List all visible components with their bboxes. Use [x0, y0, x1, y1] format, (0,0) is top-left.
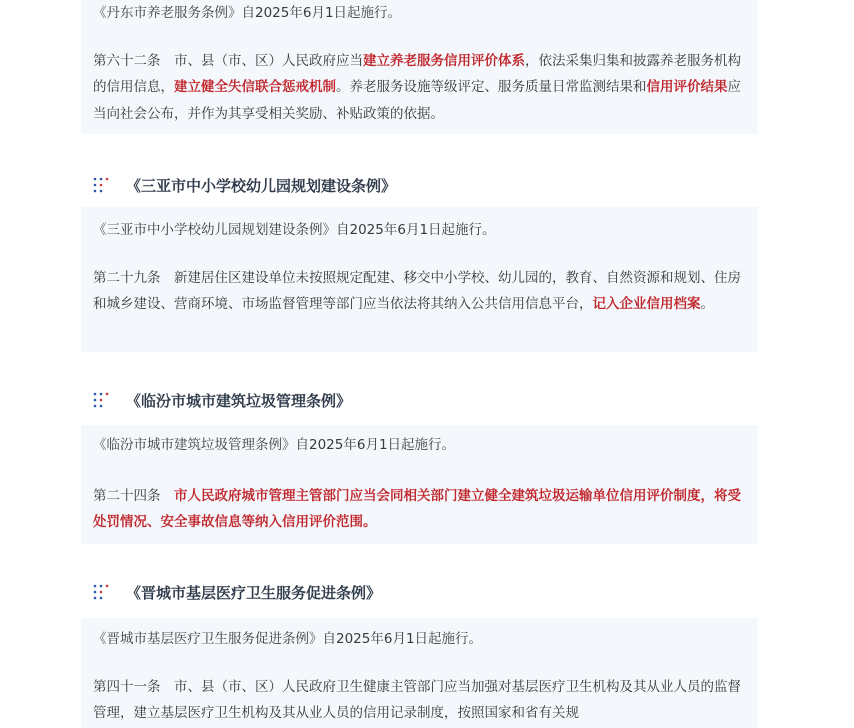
highlight-text: 建立健全失信联合惩戒机制 [174, 79, 336, 95]
article-body [93, 48, 746, 128]
article-body [93, 265, 746, 318]
section-heading [92, 173, 396, 197]
body-text: 第四十一条 市、县（市、区）人民政府卫生健康主管部门应当加强对基层医疗卫生机构及其从业人员的监督管理，建立基层医疗卫生机构及其从业人员的信用记录制度，按照国家和省有关规 [93, 678, 741, 721]
highlight-text: 市人民政府城市管理主管部门应当会同相关部门建立健全建筑垃圾运输单位信用评价制度，将受处罚情况、安全事故信息等纳入信用评价范围。 [93, 487, 741, 530]
body-text: 。 [700, 296, 714, 312]
body-text: 第六十二条 市、县（市、区）人民政府应当 [93, 52, 363, 69]
article-intro: 《三亚市中小学校幼儿园规划建设条例》自2025年6月1日起施行。 [93, 222, 496, 238]
dots-icon [92, 176, 110, 194]
section-title: 《晋城市基层医疗卫生服务促进条例》 [126, 583, 382, 602]
article-intro: 《临汾市城市建筑垃圾管理条例》自2025年6月1日起施行。 [93, 437, 456, 453]
body-text: 应当向社会公布，并作为其享受相关奖励、补贴政策的依据。 [93, 79, 741, 122]
dots-icon [92, 391, 110, 409]
section-title: 《三亚市中小学校幼儿园规划建设条例》 [126, 176, 397, 195]
article-intro: 《丹东市养老服务条例》自2025年6月1日起施行。 [93, 5, 402, 21]
highlight-text: 信用评价结果 [646, 79, 728, 95]
section-heading [92, 580, 381, 604]
body-text: 。养老服务设施等级评定、服务质量日常监测结果和 [336, 79, 647, 95]
highlight-text: 记入企业信用档案 [592, 296, 701, 312]
article-box-2 [81, 207, 758, 352]
article-intro: 《晋城市基层医疗卫生服务促进条例》自2025年6月1日起施行。 [93, 631, 483, 647]
body-text: 第二十九条 新建居住区建设单位未按照规定配建、移交中小学校、幼儿园的，教育、自然资源和规划、住房和城乡建设、营商环境、市场监督管理等部门应当依法将其纳入公共信用信息平台， [93, 269, 741, 312]
article-body [93, 674, 746, 727]
article-box-1 [81, 0, 758, 134]
section-heading [92, 388, 351, 412]
dots-icon [92, 583, 110, 601]
body-text: ，依法采集归集和披露养老服务机构的信用信息， [93, 52, 741, 95]
article-box-3 [81, 425, 758, 544]
highlight-text: 建立养老服务信用评价体系 [363, 52, 525, 69]
article-body [93, 483, 746, 536]
body-text: 第二十四条 [93, 487, 174, 504]
section-title: 《临汾市城市建筑垃圾管理条例》 [126, 391, 352, 410]
article-box-4 [81, 618, 758, 728]
